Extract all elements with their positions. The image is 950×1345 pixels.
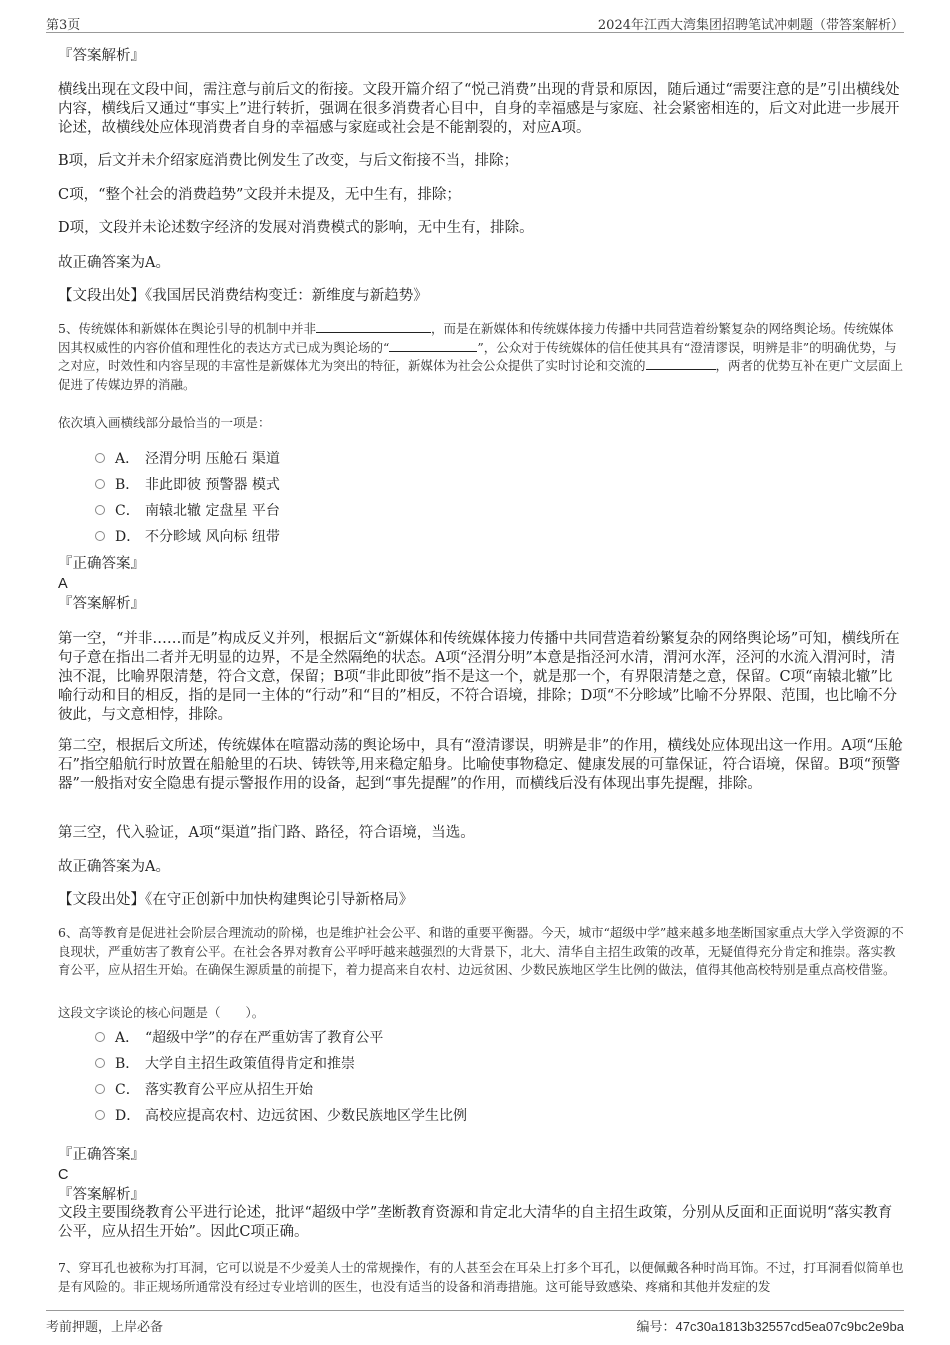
radio-icon[interactable]	[95, 1084, 105, 1094]
q4-option-c-note: C项，“整个社会的消费趋势”文段并未提及，无中生有，排除；	[58, 187, 461, 203]
q4-option-b-note: B项，后文并未介绍家庭消费比例发生了改变，与后文衔接不当，排除；	[58, 153, 519, 169]
q6-option-d[interactable]: D． 高校应提高农村、边远贫困、少数民族地区学生比例	[95, 1106, 467, 1126]
q5-option-c[interactable]: C． 南辕北辙 定盘星 平台	[95, 501, 280, 521]
q6-option-b[interactable]: B． 大学自主招生政策值得肯定和推崇	[95, 1054, 355, 1074]
q6-analysis: 文段主要围绕教育公平进行论述，批评“超级中学”垄断教育资源和肯定北大清华的自主招生政策，分别从反面和正面说明“落实教育公平，应从招生开始”。因此C项正确。	[58, 1205, 893, 1240]
q5-answer: A	[58, 576, 68, 592]
q5-stem: 5、传统媒体和新媒体在舆论引导的机制中并非 ，而是在新媒体和传统媒体接力传播中共同营造着纷繁复杂的网络舆论场。传统媒体因其权威性的内容价值和理性化的表达方式已成为舆论场的“ ”，公众对于传统媒体的信任使其具有“澄清谬误，明辨是非”的明确优势，与之对应，时效性和内容呈现的丰富性是新媒体尤为突出的特征，新媒体为社会公众提供了实时讨论和交流的 ，两者的优势互补在更广文层面上促进了传媒边界的消融。	[58, 321, 904, 392]
q5-prompt: 依次填入画横线部分最恰当的一项是：	[58, 415, 271, 430]
source-title: 《在守正创新中加快构建舆论引导新格局》	[145, 892, 414, 908]
radio-icon[interactable]	[95, 453, 105, 463]
q4-option-d-note: D项，文段并未论述数字经济的发展对消费模式的影响，无中生有，排除。	[58, 220, 534, 236]
source-title: 《我国居民消费结构变迁：新维度与新趋势》	[145, 288, 428, 304]
q5-analysis-3: 第三空，代入验证，A项“渠道”指门路、路径，符合语境，当选。	[58, 825, 475, 841]
q5-option-b[interactable]: B． 非此即彼 预警器 模式	[95, 475, 280, 495]
q7-stem: 7、穿耳孔也被称为打耳洞，它可以说是不少爱美人士的常规操作，有的人甚至会在耳朵上打多个耳孔，以便佩戴各种时尚耳饰。不过，打耳洞看似简单也是有风险的。非正规场所通常没有经过专业培训的医生，也没有适当的设备和消毒措施。这可能导致感染、疼痛和其他并发症的发	[58, 1260, 904, 1294]
q5-correct-label: 『正确答案』	[58, 556, 145, 572]
blank-3	[646, 357, 716, 370]
q6-correct-label: 『正确答案』	[58, 1147, 145, 1163]
radio-icon[interactable]	[95, 1058, 105, 1068]
q6-answer: C	[58, 1167, 69, 1183]
radio-icon[interactable]	[95, 1110, 105, 1120]
document-title: 2024年江西大湾集团招聘笔试冲刺题（带答案解析）	[597, 18, 904, 33]
blank-1	[316, 320, 431, 333]
q5-analysis-label: 『答案解析』	[58, 596, 145, 612]
q6-option-a[interactable]: A． “超级中学”的存在严重妨害了教育公平	[95, 1028, 383, 1048]
q4-analysis-paragraph: 横线出现在文段中间，需注意与前后文的衔接。文段开篇介绍了“悦己消费”出现的背景和原因，随后通过“需要注意的是”引出横线处内容，横线后又通过“事实上”进行转折，强调在很多消费者心目中，自身的幸福感是与家庭、社会紧密相连的，后文对此进一步展开论述，故横线处应体现消费者自身的幸福感与家庭或社会是不能割裂的，对应A项。	[58, 82, 900, 136]
q5-conclusion: 故正确答案为A。	[58, 859, 170, 875]
source-label: 【文段出处】	[58, 892, 145, 908]
q5-source	[58, 891, 904, 910]
radio-icon[interactable]	[95, 479, 105, 489]
footer-slogan: 考前押题，上岸必备	[46, 1320, 164, 1335]
document-code: 编号：47c30a1813b32557cd5ea07c9bc2e9ba	[636, 1319, 904, 1334]
q4-source	[58, 287, 904, 306]
page-footer	[46, 1310, 904, 1335]
page-header	[46, 12, 904, 33]
q4-analysis-label: 『答案解析』	[58, 48, 145, 64]
radio-icon[interactable]	[95, 1032, 105, 1042]
q6-option-c[interactable]: C． 落实教育公平应从招生开始	[95, 1080, 313, 1100]
blank-2	[389, 339, 477, 352]
q5-option-d[interactable]: D． 不分畛域 风向标 纽带	[95, 527, 280, 547]
source-label: 【文段出处】	[58, 288, 145, 304]
radio-icon[interactable]	[95, 505, 105, 515]
q5-option-a[interactable]: A． 泾渭分明 压舱石 渠道	[95, 449, 280, 469]
q6-analysis-label: 『答案解析』	[58, 1187, 145, 1203]
page-number: 第3页	[46, 18, 81, 33]
q5-analysis-1: 第一空，“并非……而是”构成反义并列，根据后文“新媒体和传统媒体接力传播中共同营造着纷繁复杂的网络舆论场”可知，横线所在句子意在指出二者并无明显的边界，不是全然隔绝的状态。A项“泾渭分明”本意是指泾河水清，渭河水浑，泾河的水流入渭河时，清浊不混，比喻界限清楚，符合文意，保留；B项“非此即彼”指不是这一个，就是那一个，有界限清楚之意，保留。C项“南辕北辙”比喻行动和目的相反，指的是同一主体的“行动”和“目的”相反，不符合语境，排除；D项“不分畛域”比喻不分界限、范围，也比喻不分彼此，与文意相悖，排除。	[58, 631, 900, 723]
radio-icon[interactable]	[95, 531, 105, 541]
q5-analysis-2: 第二空，根据后文所述，传统媒体在喧嚣动荡的舆论场中，具有“澄清谬误，明辨是非”的作用，横线处应体现出这一作用。A项“压舱石”指空船航行时放置在船舱里的石块、铸铁等,用来稳定船身。比喻使事物稳定、健康发展的可靠保证，符合语境，保留。B项“预警器”一般指对安全隐患有提示警报作用的设备，起到“事先提醒”的作用，而横线后没有体现出事先提醒，排除。	[58, 738, 903, 792]
q6-stem: 6、高等教育是促进社会阶层合理流动的阶梯，也是维护社会公平、和谐的重要平衡器。今天，城市“超级中学”越来越多地垄断国家重点大学入学资源的不良现状，严重妨害了教育公平。在社会各界对教育公平呼吁越来越强烈的大背景下，北大、清华自主招生政策的改革，无疑值得充分肯定和推崇。落实教育公平，应从招生开始。在确保生源质量的前提下，着力提高来自农村、边远贫困、少数民族地区学生比例的做法，值得其他高校特别是重点高校借鉴。	[58, 925, 904, 977]
q4-conclusion: 故正确答案为A。	[58, 255, 170, 271]
q6-question: 这段文字谈论的核心问题是（ ）。	[58, 1005, 265, 1020]
